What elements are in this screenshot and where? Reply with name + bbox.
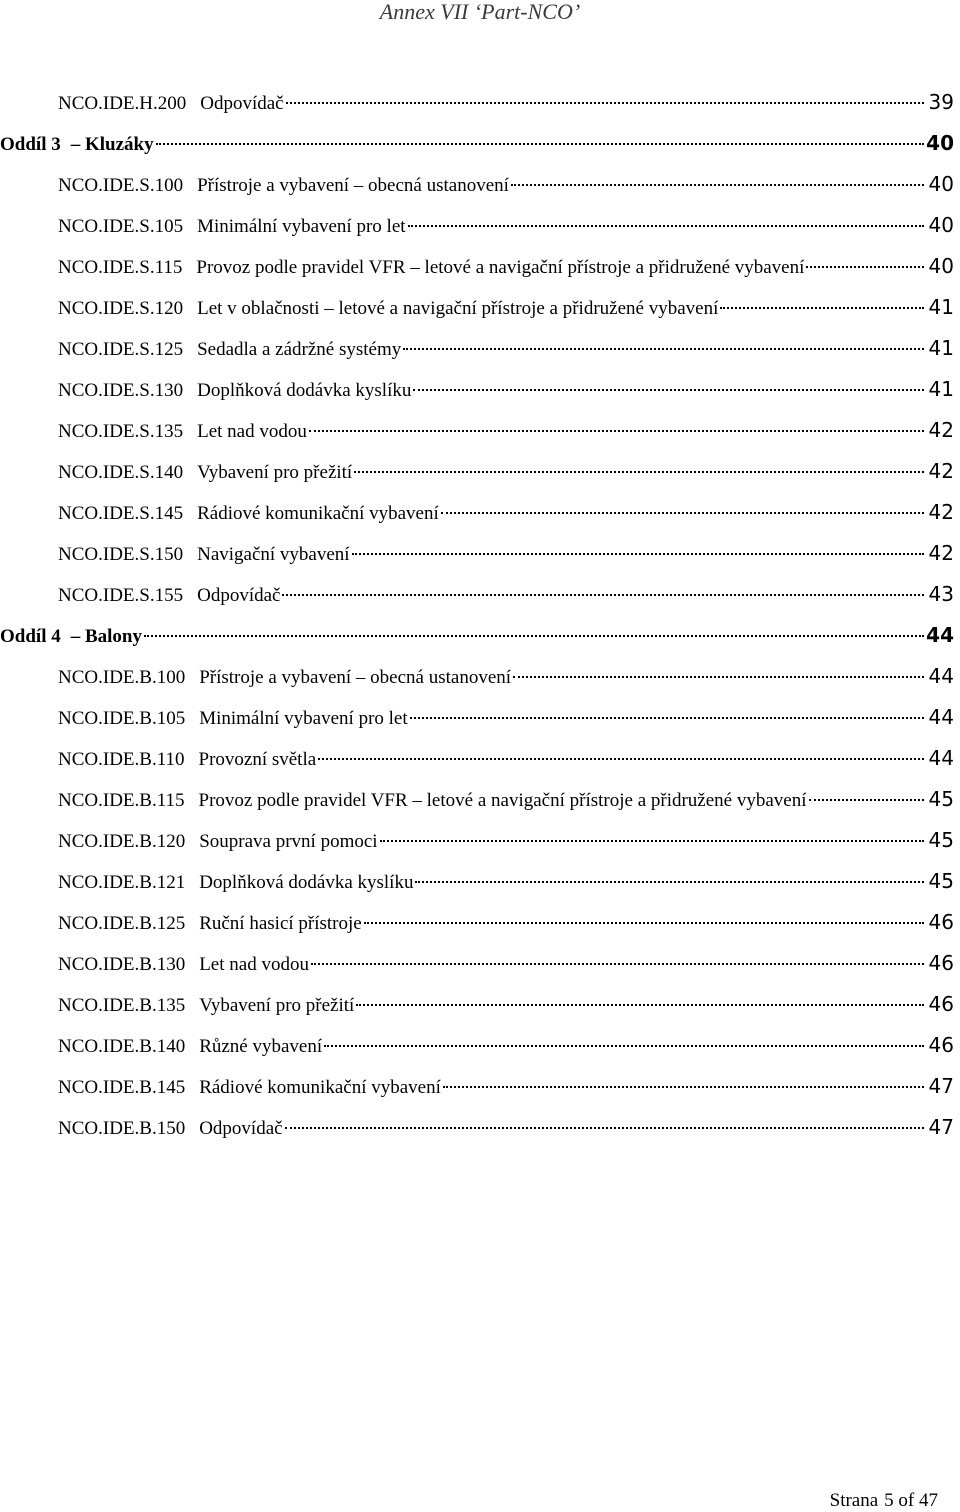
toc-title: Doplňková dodávka kyslíku: [199, 872, 414, 893]
toc-entry-row[interactable]: [0, 744, 960, 785]
toc-entry-row[interactable]: [0, 662, 960, 703]
toc-entry-row[interactable]: [0, 867, 960, 908]
toc-page-number: 44: [928, 705, 954, 729]
toc-code: NCO.IDE.B.135: [58, 995, 186, 1016]
toc-title: Přístroje a vybavení – obecná ustanovení: [197, 175, 509, 196]
toc-page-number: 46: [928, 992, 954, 1016]
toc-title: Provozní světla: [198, 749, 317, 770]
dot-leader: [354, 471, 924, 473]
toc-code: NCO.IDE.B.140: [58, 1036, 186, 1057]
toc-code: NCO.IDE.B.130: [58, 954, 186, 975]
toc-entry-row[interactable]: [0, 211, 960, 252]
toc-code: NCO.IDE.S.125: [58, 339, 184, 360]
toc-page-number: 44: [928, 664, 954, 688]
dot-leader: [352, 553, 924, 555]
dot-leader: [443, 1086, 924, 1088]
dot-leader: [513, 676, 924, 678]
toc-code: NCO.IDE.S.150: [58, 544, 184, 565]
toc-entry-row[interactable]: [0, 1113, 960, 1154]
dot-leader: [282, 594, 924, 596]
toc-code: Oddíl 4: [0, 626, 61, 647]
toc-code: NCO.IDE.B.120: [58, 831, 186, 852]
footer-page-number: 5 of 47: [884, 1490, 938, 1511]
toc-entry-row[interactable]: [0, 375, 960, 416]
dot-leader: [324, 1045, 924, 1047]
toc-title: Minimální vybavení pro let: [197, 216, 406, 237]
toc-page-number: 41: [928, 377, 954, 401]
dot-leader: [156, 143, 924, 145]
dot-leader: [809, 799, 925, 801]
toc-code: NCO.IDE.S.115: [58, 257, 183, 278]
toc-title: Odpovídač: [199, 1118, 283, 1139]
toc-code: NCO.IDE.B.105: [58, 708, 186, 729]
toc-title: Přístroje a vybavení – obecná ustanovení: [199, 667, 512, 688]
toc-entry-row[interactable]: [0, 539, 960, 580]
toc-page-number: 39: [928, 90, 954, 114]
toc-section-row[interactable]: [0, 621, 960, 662]
toc-code: NCO.IDE.B.145: [58, 1077, 186, 1098]
dot-leader: [511, 184, 924, 186]
toc-entry-row[interactable]: [0, 1072, 960, 1113]
toc-entry-row[interactable]: [0, 498, 960, 539]
toc-code: NCO.IDE.S.105: [58, 216, 184, 237]
toc-code: NCO.IDE.S.145: [58, 503, 184, 524]
toc-title: Provoz podle pravidel VFR – letové a navigační přístroje a přidružené vybavení: [196, 257, 805, 278]
dot-leader: [806, 266, 924, 268]
toc-code: NCO.IDE.B.100: [58, 667, 186, 688]
toc-code: NCO.IDE.S.140: [58, 462, 184, 483]
dot-leader: [403, 348, 924, 350]
toc-code: NCO.IDE.S.130: [58, 380, 184, 401]
toc-title: Let nad vodou: [199, 954, 309, 975]
dot-leader: [408, 225, 924, 227]
toc-page-number: 47: [928, 1074, 954, 1098]
toc-entry-row[interactable]: [0, 416, 960, 457]
table-of-contents: [0, 88, 960, 1154]
toc-title: Rádiové komunikační vybavení: [199, 1077, 441, 1098]
toc-entry-row[interactable]: [0, 252, 960, 293]
toc-code: NCO.IDE.S.135: [58, 421, 184, 442]
toc-code: NCO.IDE.B.150: [58, 1118, 186, 1139]
toc-title: Sedadla a zádržné systémy: [197, 339, 402, 360]
toc-entry-row[interactable]: [0, 334, 960, 375]
dot-leader: [285, 1127, 924, 1129]
toc-page-number: 46: [928, 951, 954, 975]
toc-page-number: 45: [928, 828, 954, 852]
toc-title: Rádiové komunikační vybavení: [197, 503, 439, 524]
toc-page-number: 45: [928, 787, 954, 811]
page-footer: [830, 1490, 938, 1512]
toc-code: Oddíl 3: [0, 134, 61, 155]
dot-leader: [309, 430, 924, 432]
toc-title: Vybavení pro přežití: [199, 995, 355, 1016]
toc-page-number: 46: [928, 910, 954, 934]
toc-title: Let nad vodou: [197, 421, 307, 442]
toc-page-number: 40: [928, 172, 954, 196]
toc-entry-row[interactable]: [0, 703, 960, 744]
toc-entry-row[interactable]: [0, 949, 960, 990]
dot-leader: [311, 963, 924, 965]
toc-page-number: 46: [928, 1033, 954, 1057]
toc-page-number: 42: [928, 418, 954, 442]
toc-title: Ruční hasicí přístroje: [199, 913, 362, 934]
dot-leader: [380, 840, 924, 842]
dot-leader: [413, 389, 924, 391]
toc-page-number: 42: [928, 500, 954, 524]
toc-entry-row[interactable]: [0, 457, 960, 498]
toc-title: Let v oblačnosti – letové a navigační přístroje a přidružené vybavení: [197, 298, 719, 319]
running-header: Annex VII ‘Part-NCO’: [379, 0, 581, 24]
toc-title: – Kluzáky: [70, 134, 154, 155]
toc-page-number: 41: [928, 295, 954, 319]
toc-entry-row[interactable]: [0, 1031, 960, 1072]
toc-page-number: 42: [928, 459, 954, 483]
toc-code: NCO.IDE.S.100: [58, 175, 184, 196]
toc-code: NCO.IDE.H.200: [58, 93, 187, 114]
dot-leader: [441, 512, 924, 514]
toc-page-number: 43: [928, 582, 954, 606]
toc-entry-row[interactable]: [0, 293, 960, 334]
toc-title: Různé vybavení: [199, 1036, 323, 1057]
toc-entry-row[interactable]: [0, 580, 960, 621]
toc-title: Souprava první pomoci: [199, 831, 378, 852]
toc-entry-row[interactable]: [0, 826, 960, 867]
dot-leader: [356, 1004, 924, 1006]
toc-entry-row[interactable]: [0, 88, 960, 129]
toc-title: Odpovídač: [200, 93, 284, 114]
toc-page-number: 45: [928, 869, 954, 893]
toc-entry-row[interactable]: [0, 170, 960, 211]
toc-page-number: 40: [926, 131, 954, 155]
toc-entry-row[interactable]: [0, 990, 960, 1031]
dot-leader: [410, 717, 924, 719]
toc-title: Doplňková dodávka kyslíku: [197, 380, 412, 401]
toc-section-row[interactable]: [0, 129, 960, 170]
dot-leader: [415, 881, 924, 883]
toc-entry-row[interactable]: [0, 785, 960, 826]
toc-code: NCO.IDE.S.155: [58, 585, 184, 606]
dot-leader: [720, 307, 924, 309]
toc-title: Navigační vybavení: [197, 544, 350, 565]
toc-page-number: 44: [926, 623, 954, 647]
dot-leader: [364, 922, 924, 924]
toc-title: Minimální vybavení pro let: [199, 708, 408, 729]
dot-leader: [318, 758, 924, 760]
toc-page-number: 41: [928, 336, 954, 360]
toc-page-number: 42: [928, 541, 954, 565]
toc-code: NCO.IDE.B.125: [58, 913, 186, 934]
toc-page-number: 44: [928, 746, 954, 770]
dot-leader: [144, 635, 924, 637]
toc-title: Provoz podle pravidel VFR – letové a navigační přístroje a přidružené vybavení: [198, 790, 807, 811]
toc-title: Odpovídač: [197, 585, 281, 606]
toc-code: NCO.IDE.S.120: [58, 298, 184, 319]
toc-page-number: 47: [928, 1115, 954, 1139]
toc-code: NCO.IDE.B.110: [58, 749, 185, 770]
toc-title: Vybavení pro přežití: [197, 462, 353, 483]
toc-code: NCO.IDE.B.121: [58, 872, 186, 893]
toc-page-number: 40: [928, 213, 954, 237]
toc-entry-row[interactable]: [0, 908, 960, 949]
toc-page-number: 40: [928, 254, 954, 278]
footer-label: Strana: [829, 1490, 879, 1511]
toc-title: – Balony: [70, 626, 143, 647]
toc-code: NCO.IDE.B.115: [58, 790, 185, 811]
dot-leader: [286, 102, 924, 104]
